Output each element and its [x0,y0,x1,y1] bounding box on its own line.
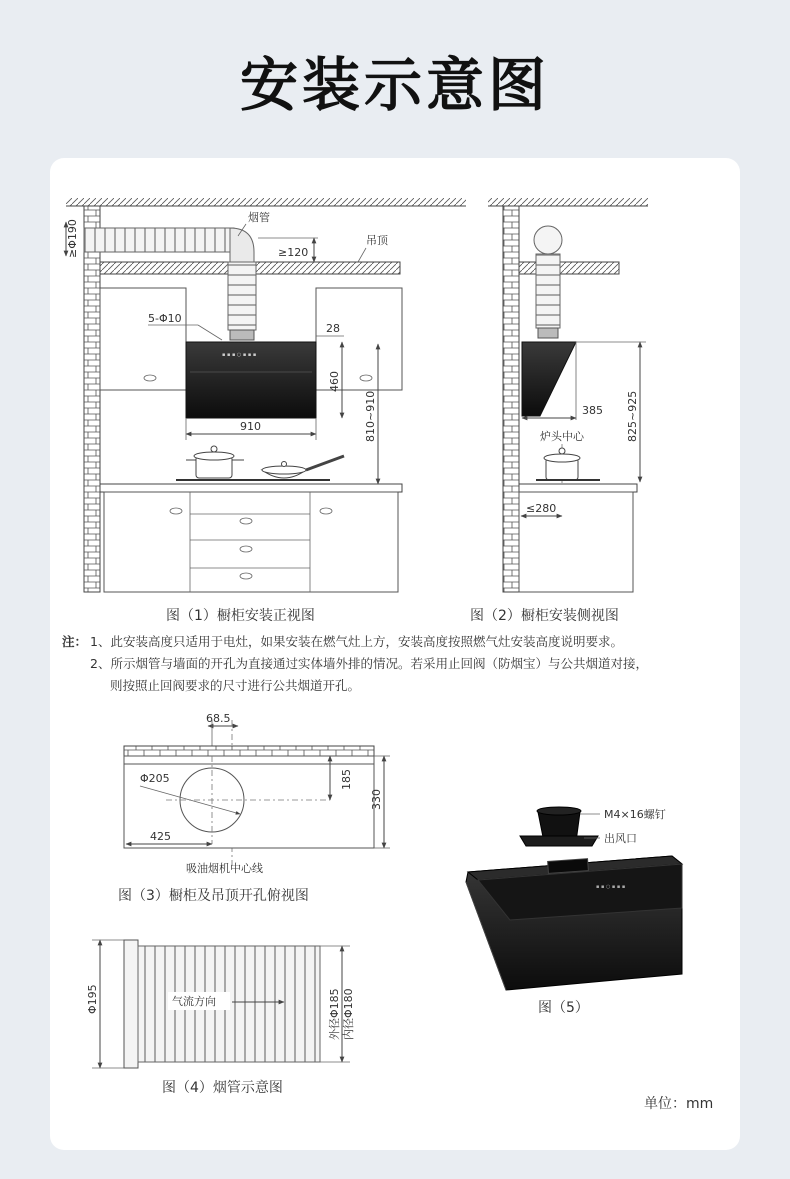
fig1-base-cabinet [104,492,398,592]
fig4-caption: 图（4）烟管示意图 [162,1080,283,1096]
page-title: 安装示意图 [239,51,550,119]
fig1-ceiling-slab [66,198,466,206]
fig1-chimney-label: 烟管 [248,211,270,224]
fig4-flange [124,940,138,1068]
fig1-countertop [100,484,402,492]
note-1: 1、此安装高度只适用于电灶，如果安装在燃气灶上方，安装高度按照燃气灶安装高度说明要求。 [90,634,623,649]
fig3-d685-label: 68.5 [206,712,231,725]
fig2-stove-center-label: 炉头中心 [540,430,584,443]
svg-text:▪ ▪ ○ ▪ ▪ ▪: ▪ ▪ ○ ▪ ▪ ▪ [596,884,626,890]
note-2-continued: 则按照止回阀要求的尺寸进行公共烟道开孔。 [110,678,361,693]
fig1-duct-elbow [230,228,254,262]
fig2-duct [536,254,560,328]
svg-text:▪ ▪ ▪ ○ ▪ ▪ ▪: ▪ ▪ ▪ ○ ▪ ▪ ▪ [222,352,257,358]
fig1-phi190-label: ≥Φ190 [66,219,79,258]
fig1-d28-label: 28 [326,322,340,335]
fig3-top-view [118,712,390,904]
fig2-d385-label: 385 [582,404,603,417]
fig4-airflow-label: 气流方向 [172,995,216,1008]
fig3-d185-label: 185 [340,769,353,790]
fig3-d330-label: 330 [370,789,383,810]
fig4-inner-label: 内径Φ180 [342,988,355,1040]
fig1-d910-label: 910 [240,420,261,433]
fig2-caption: 图（2）橱柜安装侧视图 [470,608,619,624]
fig1-ceiling-label: 吊顶 [366,234,388,247]
fig1-d810-label: 810~910 [364,390,377,442]
fig2-false-ceiling [519,262,619,274]
fig1-screws-label: 5-Φ10 [148,312,182,325]
fig3-centerline-label: 吸油烟机中心线 [186,862,263,875]
fig2-side-view [470,198,648,624]
notes [62,634,648,693]
fig3-phi205-label: Φ205 [140,772,170,785]
fig4-outer-label: 外径Φ185 [328,988,341,1040]
fig1-duct-vertical [228,262,256,330]
fig5-caption: 图（5） [538,1000,589,1016]
fig2-brick-wall [503,206,519,592]
fig1-d460-label: 460 [328,371,341,392]
fig4-duct [86,940,355,1096]
fig1-brick-wall [84,206,100,592]
note-2: 2、所示烟管与墙面的开孔为直接通过实体墙外排的情况。若采用止回阀（防烟宝）与公共烟道对接， [90,656,648,671]
fig1-front-view [66,198,466,624]
fig3-brick-wall [124,746,374,756]
fig1-outlet [230,330,254,340]
fig1-upper-cabinet-left [100,288,186,390]
fig2-range-hood [522,342,576,416]
fig5-product [466,807,682,1016]
fig1-caption: 图（1）橱柜安装正视图 [166,608,315,624]
fig1-duct-horizontal [84,228,234,252]
fig2-d825-label: 825~925 [626,390,639,442]
fig3-caption: 图（3）橱柜及吊顶开孔俯视图 [118,888,309,904]
fig2-countertop [519,484,637,492]
fig5-screw-label: M4×16螺钉 [604,808,666,821]
notes-prefix: 注： [62,634,88,649]
fig4-phi195-label: Φ195 [86,984,99,1014]
fig5-outlet-label: 出风口 [604,832,637,845]
fig2-duct-end [534,226,562,254]
fig3-d425-label: 425 [150,830,171,843]
fig2-ceiling-slab [488,198,648,206]
unit-label: 单位：mm [644,1096,714,1112]
fig2-d280-label: ≤280 [526,502,557,515]
fig1-pot [186,446,244,478]
fig1-gap120-label: ≥120 [278,246,309,259]
fig1-pan [262,456,344,478]
